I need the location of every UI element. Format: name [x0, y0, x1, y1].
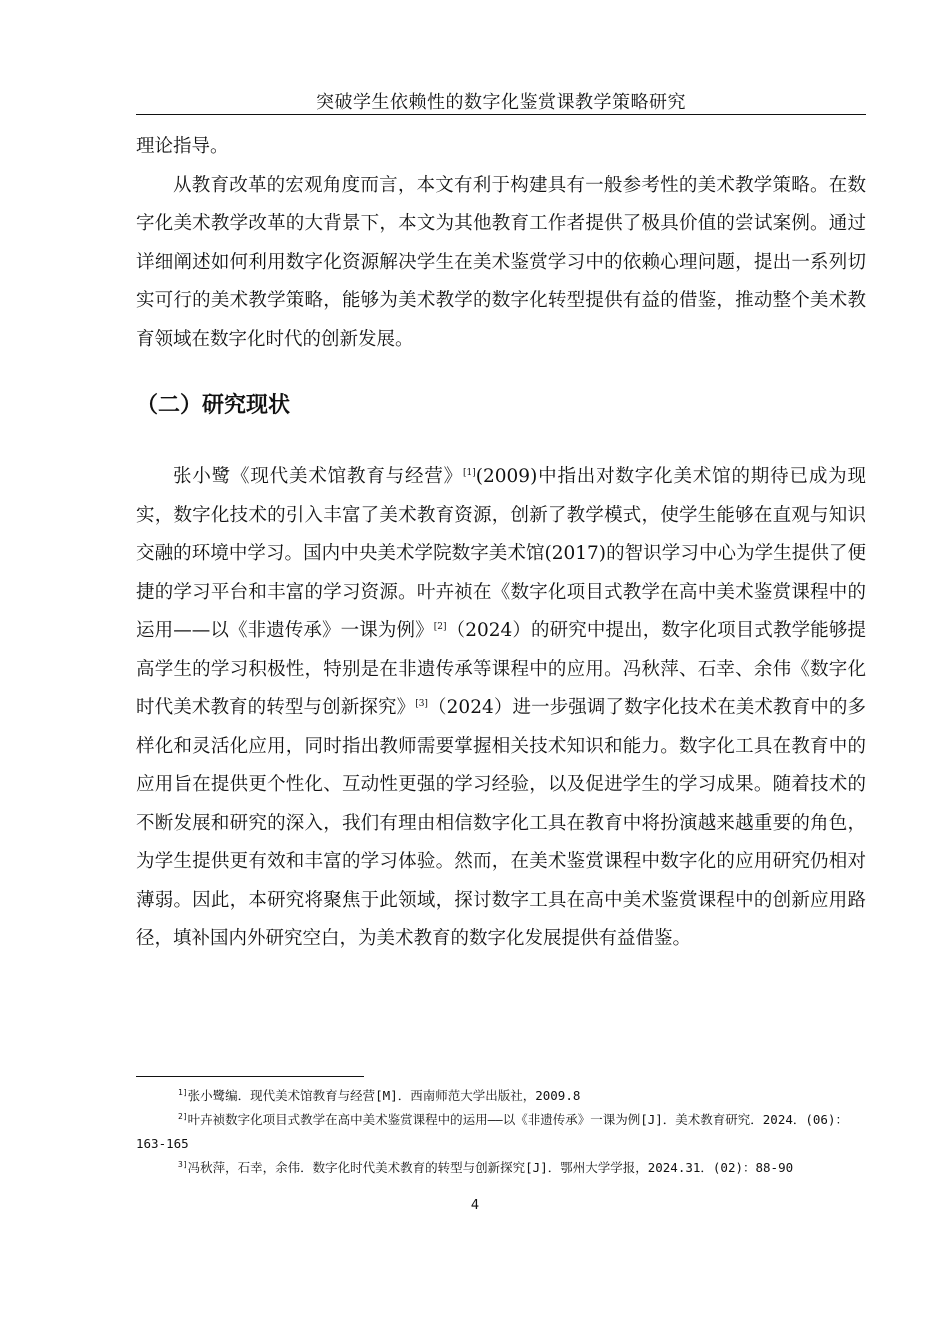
citation-ref[interactable]: [1] [463, 467, 476, 478]
body-paragraph: 从教育改革的宏观角度而言，本文有利于构建具有一般参考性的美术教学策略。在数字化美术教学改革的大背景下，本文为其他教育工作者提供了极具价值的尝试案例。通过详细阐述如何利用数字化资源解决学生在美术鉴赏学习中的依赖心理问题，提出一系列切实可行的美术教学策略，能够为美术教学的数字化转型提供有益的借鉴，推动整个美术教育领域在数字化时代的创新发展。 [136, 174, 866, 350]
footnote-mark: 2] [178, 1111, 188, 1121]
footnote [136, 1156, 866, 1180]
body-paragraph [136, 458, 866, 959]
paragraph-text: （2024）进一步强调了数字化技术在美术教育中的多样化和灵活化应用，同时指出教师需要掌握相关技术知识和能力。数字化工具在教育中的应用旨在提供更个性化、互动性更强的学习经验，以及促进学生的学习成果。随着技术的不断发展和研究的深入，我们有理由相信数字化工具在教育中将扮演越来越重要的角色，为学生提供更有效和丰富的学习体验。然而，在美术鉴赏课程中数字化的应用研究仍相对薄弱。因此，本研究将聚焦于此领域，探讨数字工具在高中美术鉴赏课程中的创新应用路径，填补国内外研究空白，为美术教育的数字化发展提供有益借鉴。 [136, 697, 866, 949]
paragraph-text: （2024）的研究中提出，数字化项目式教学能够提高学生的学习积极性，特别是在非遗传承等课程中的应用。冯秋萍、石幸、余伟《数字化时代美术教育的转型与创新探究》 [136, 620, 866, 718]
research-status-section [136, 458, 866, 959]
footnote-text: 冯秋萍，石幸，余伟．数字化时代美术教育的转型与创新探究[J]．鄂州大学学报，2024.31．(02)：88-90 [187, 1160, 794, 1175]
footnote-rule [136, 1076, 364, 1077]
page-number: 4 [470, 1198, 480, 1213]
citation-ref[interactable]: [3] [415, 698, 428, 709]
footnote [136, 1108, 866, 1156]
paragraph-text: 张小鹭《现代美术馆教育与经营》 [173, 466, 464, 487]
footnote-text: 张小鹭编．现代美术馆教育与经营[M]．西南师范大学出版社，2009.8 [187, 1088, 581, 1103]
header-rule [136, 114, 866, 115]
citation-ref[interactable]: [2] [433, 621, 447, 632]
intro-section [136, 128, 866, 359]
footnote-text: 叶卉祯数字化项目式教学在高中美术鉴赏课程中的运用——以《非遗传承》一课为例[J]．美术教育研究．2024．(06)：163-165 [136, 1112, 848, 1151]
footnote-mark: 1] [178, 1087, 188, 1097]
continued-line: 理论指导。 [136, 136, 229, 157]
paragraph-text: (2009)中指出对数字化美术馆的期待已成为现实，数字化技术的引入丰富了美术教育资源，创新了教学模式，使学生能够在直观与知识交融的环境中学习。国内中央美术学院数字美术馆(2017)的智识学习中心为学生提供了便捷的学习平台和丰富的学习资源。叶卉祯在《数字化项目式教学在高中美术鉴赏课程中的运用——以《非遗传承》一课为例》 [136, 466, 866, 641]
footnote-mark: 3] [178, 1159, 188, 1169]
footnotes [136, 1084, 866, 1180]
running-header: 突破学生依赖性的数字化鉴赏课教学策略研究 [316, 92, 686, 113]
section-heading: （二）研究现状 [136, 393, 291, 418]
footnote [136, 1084, 866, 1108]
